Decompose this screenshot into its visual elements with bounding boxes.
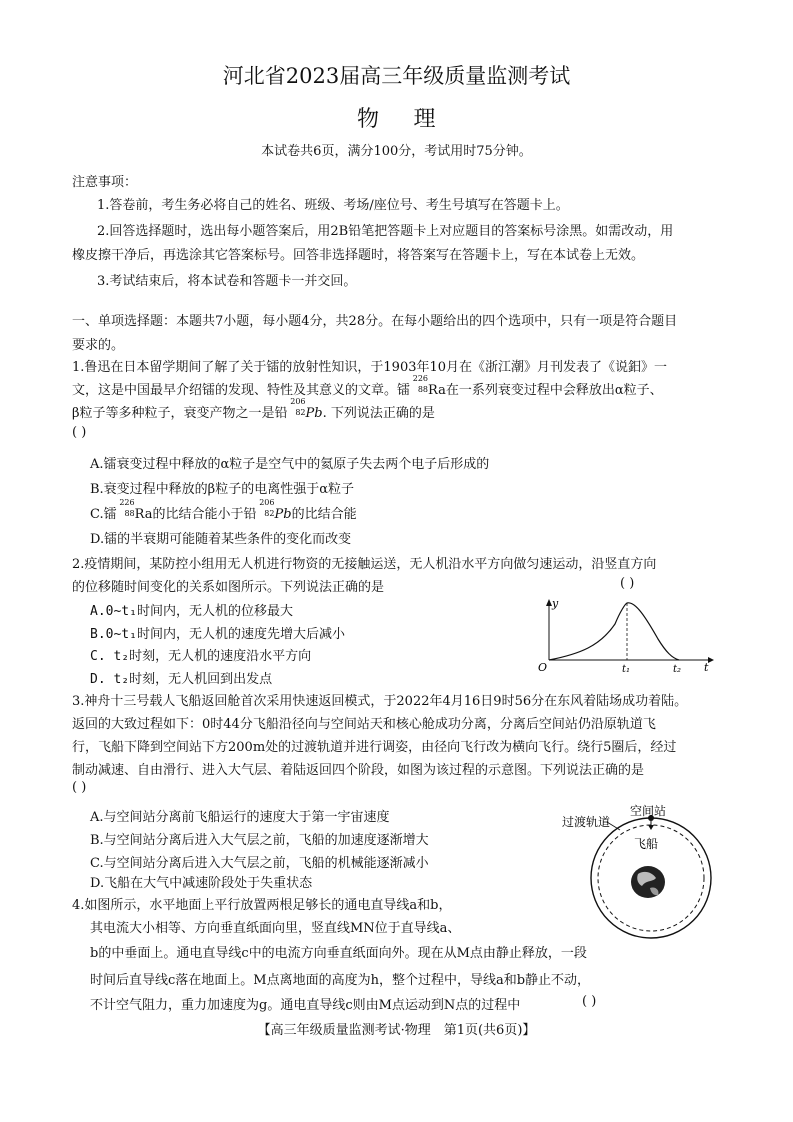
section-heading-cont: 要求的。 (72, 338, 125, 353)
subject-char-2: 理 (413, 107, 437, 132)
q3-stem-line2: 返回的大致过程如下：0时44分飞船沿径向与空间站天和核心舱成功分离，分离后空间站仍沿原轨道飞 (72, 717, 656, 732)
q1-option-a: A.镭衰变过程中释放的α粒子是空气中的氦原子失去两个电子后形成的 (90, 457, 490, 472)
earth-icon (631, 866, 665, 898)
q1-answer-paren: ( ) (72, 425, 87, 440)
lead-nuclide: 206 82 (290, 397, 306, 417)
q4-stem-line1: 4.如图所示，水平地面上平行放置两根足够长的通电直导线a和b， (72, 898, 452, 913)
note-item-3: 3.考试结束后，将本试卷和答题卡一并交回。 (97, 274, 357, 289)
section-heading: 一、单项选择题：本题共7小题，每小题4分，共28分。在每小题给出的四个选项中，只有一项是符合题目 (72, 314, 678, 329)
q4-answer-paren: ( ) (582, 994, 597, 1009)
q2-option-c: C. t₂时刻，无人机的速度沿水平方向 (90, 649, 312, 664)
q3-orbit-diagram (560, 800, 720, 948)
subject-char-1: 物 (356, 107, 380, 132)
q1-stem-line2: 文，这是中国最早介绍镭的发现、特性及其意义的文章。镭 226 88 Ra在一系列衰变过程中会释放出α粒子、 (72, 374, 663, 398)
station-label: 空间站 (630, 804, 667, 818)
q4-stem-line2: 其电流大小相等、方向垂直纸面向里，竖直线MN位于直导线a、 (90, 921, 461, 936)
exam-title: 河北省2023届高三年级质量监测考试 (222, 64, 571, 88)
q3-stem-line3: 行，飞船下降到空间站下方200m处的过渡轨道并进行调姿，由径向飞行改为横向飞行。绕行5圈后，经过 (72, 740, 677, 755)
q2-stem-line2: 的位移随时间变化的关系如图所示。下列说法正确的是 (72, 580, 385, 595)
q1-option-d: D.镭的半衰期可能随着某些条件的变化而改变 (90, 532, 352, 547)
t2-label: t₂ (673, 664, 682, 674)
q4-stem-line4: 时间后直导线c落在地面上。M点离地面的高度为h，整个过程中，导线a和b静止不动， (90, 973, 591, 988)
note-item-1: 1.答卷前，考生务必将自己的姓名、班级、考场/座位号、考生号填写在答题卡上。 (97, 198, 569, 213)
notes-heading: 注意事项： (72, 175, 138, 190)
q2-displacement-graph (530, 594, 715, 674)
q1-option-c: C.镭 226 88 Ra的比结合能小于铅 206 82 Pb的比结合能 (90, 498, 357, 522)
t1-label: t₁ (622, 664, 631, 674)
ship-label: 飞船 (634, 837, 659, 851)
radium-nuclide: 226 88 (412, 374, 429, 394)
q3-answer-paren: ( ) (72, 780, 87, 795)
q1-stem-line3: β粒子等多种粒子，衰变产物之一是铅 206 82 Pb. 下列说法正确的是 (72, 397, 435, 421)
q3-stem-line1: 3.神舟十三号载人飞船返回舱首次采用快速返回模式，于2022年4月16日9时56分在东风着陆场成功着陆。 (72, 694, 688, 709)
q2-option-b: B.0~t₁时间内，无人机的速度先增大后减小 (90, 627, 345, 642)
q1-option-b: B.衰变过程中释放的β粒子的电离性强于α粒子 (90, 482, 354, 497)
q3-option-b: B.与空间站分离后进入大气层之前，飞船的加速度逐渐增大 (90, 833, 429, 848)
q3-stem-line4: 制动减速、自由滑行、进入大气层、着陆返回四个阶段，如图为该过程的示意图。下列说法正确的是 (72, 763, 645, 778)
transfer-orbit-label: 过渡轨道 (562, 815, 611, 829)
q3-option-d: D.飞船在大气中减速阶段处于失重状态 (90, 876, 313, 891)
q3-option-a: A.与空间站分离前飞船运行的速度大于第一宇宙速度 (90, 810, 390, 825)
origin-label: O (538, 661, 548, 674)
t-axis-arrow (708, 657, 714, 663)
q1-stem-line1: 1.鲁迅在日本留学期间了解了关于镭的放射性知识，于1903年10月在《浙江潮》月刊发表了《说鈤》一 (72, 360, 668, 375)
ship-arrow-icon (648, 825, 654, 830)
q4-stem-line5: 不计空气阻力，重力加速度为g。通电直导线c则由M点运动到N点的过程中 (90, 998, 521, 1013)
t-label: t (704, 661, 709, 674)
subject-title (0, 102, 793, 133)
y-label: y (552, 597, 559, 610)
exam-info: 本试卷共6页，满分100分，考试用时75分钟。 (261, 144, 532, 159)
displacement-curve (549, 603, 679, 660)
q2-stem-line1: 2.疫情期间，某防控小组用无人机进行物资的无接触运送，无人机沿水平方向做匀速运动，沿竖直方向 (72, 557, 657, 572)
q2-option-d: D. t₂时刻，无人机回到出发点 (90, 672, 273, 687)
q4-stem-line3: b的中垂面上。通电直导线c中的电流方向垂直纸面向外。现在从M点由静止释放，一段 (90, 946, 587, 961)
page-footer: 【高三年级质量监测考试·物理 第1页(共6页)】 (257, 1023, 536, 1038)
q2-option-a: A.0~t₁时间内，无人机的位移最大 (90, 604, 293, 619)
note-item-2-cont: 橡皮擦干净后，再选涂其它答案标号。回答非选择题时，将答案写在答题卡上，写在本试卷上无效。 (72, 248, 645, 263)
note-item-2: 2.回答选择题时，选出每小题答案后，用2B铅笔把答题卡上对应题目的答案标号涂黑。如需改动，用 (97, 224, 674, 239)
q2-answer-paren: ( ) (620, 576, 635, 591)
q3-option-c: C.与空间站分离后进入大气层之前，飞船的机械能逐渐减小 (90, 856, 429, 871)
